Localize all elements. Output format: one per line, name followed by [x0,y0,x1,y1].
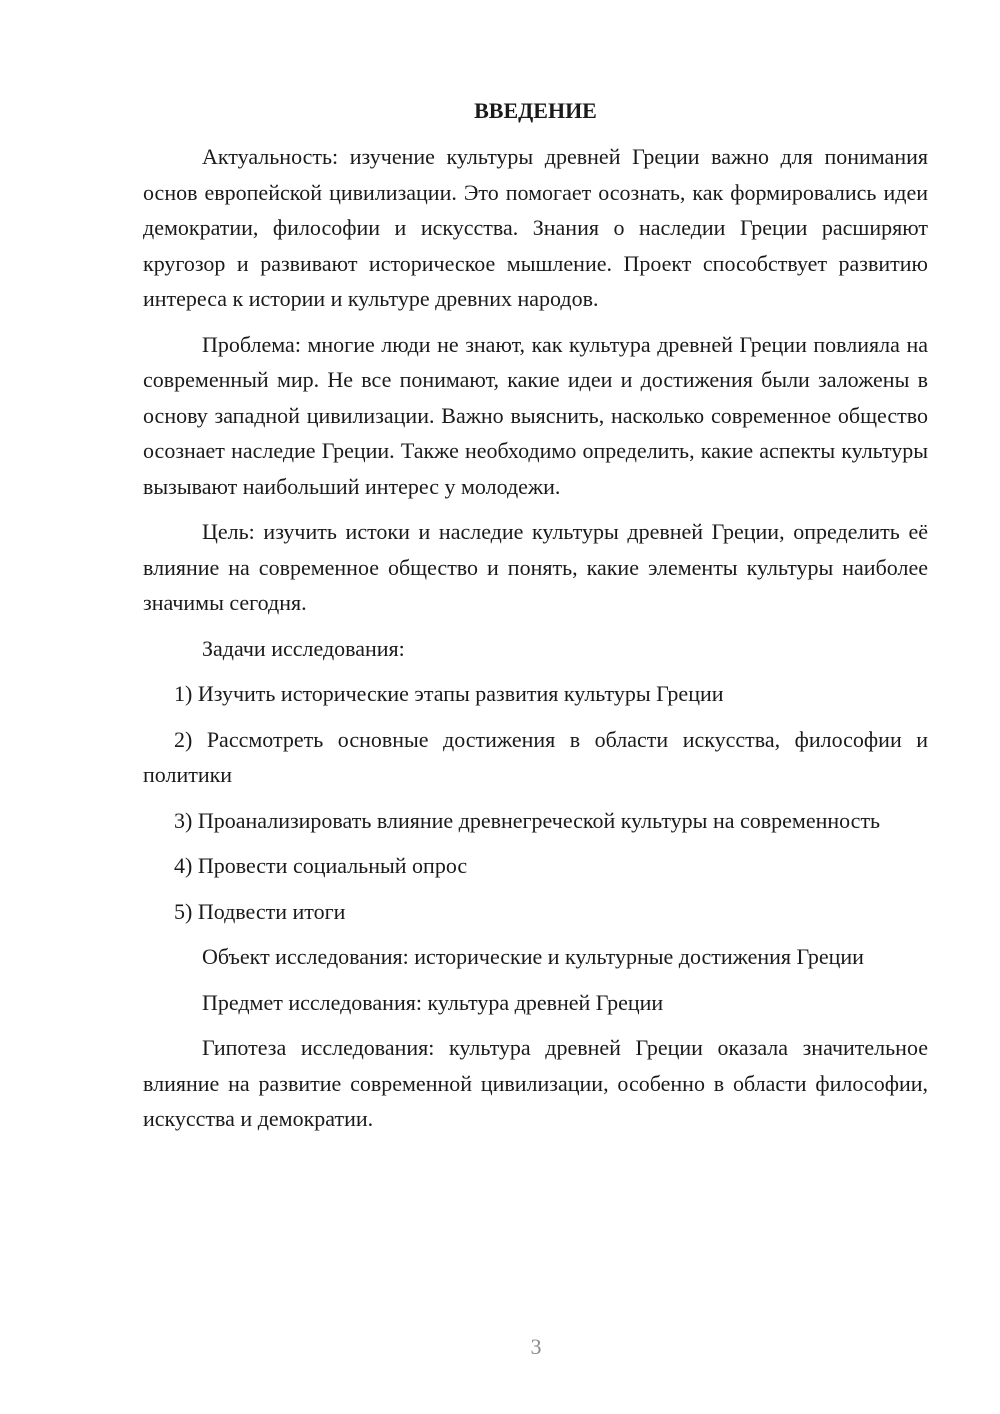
problem-paragraph: Проблема: многие люди не знают, как культура древней Греции повлияла на современный мир. Не все понимают, какие идеи и достижения были заложены в основу западной цивилизации. Важно выяснить, насколько современное общество осознает наследие Греции. Также необходимо определить, какие аспекты культуры вызывают наибольший интерес у молодежи. [143,331,928,499]
document-page [143,95,928,1147]
page-title: ВВЕДЕНИЕ [474,98,597,123]
object-paragraph: Объект исследования: исторические и культурные достижения Греции [202,944,864,969]
subject-paragraph: Предмет исследования: культура древней Греции [202,989,664,1015]
task-item-1: 1) Изучить исторические этапы развития культуры Греции [174,681,724,706]
task-item-5: 5) Подвести итоги [174,898,346,924]
task-item-4: 4) Провести социальный опрос [174,853,468,878]
task-item-2: 2) Рассмотреть основные достижения в области искусства, философии и политики [143,726,928,787]
relevance-paragraph: Актуальность: изучение культуры древней Греции важно для понимания основ европейской цивилизации. Это помогает осознать, как формировались идеи демократии, философии и искусства. Знания о наследии Греции расширяют кругозор и развивают историческое мышление. Проект способствует развитию интереса к истории и культуре древних народов. [143,144,928,311]
tasks-heading: Задачи исследования: [202,635,405,661]
page-number: 3 [530,1334,542,1359]
hypothesis-paragraph: Гипотеза исследования: культура древней Греции оказала значительное влияние на развитие современной цивилизации, особенно в области философии, искусства и демократии. [143,1035,928,1131]
goal-paragraph: Цель: изучить истоки и наследие культуры древней Греции, определить её влияние на современное общество и понять, какие элементы культуры наиболее значимы сегодня. [143,519,928,615]
task-item-3: 3) Проанализировать влияние древнегреческой культуры на современность [174,807,881,833]
